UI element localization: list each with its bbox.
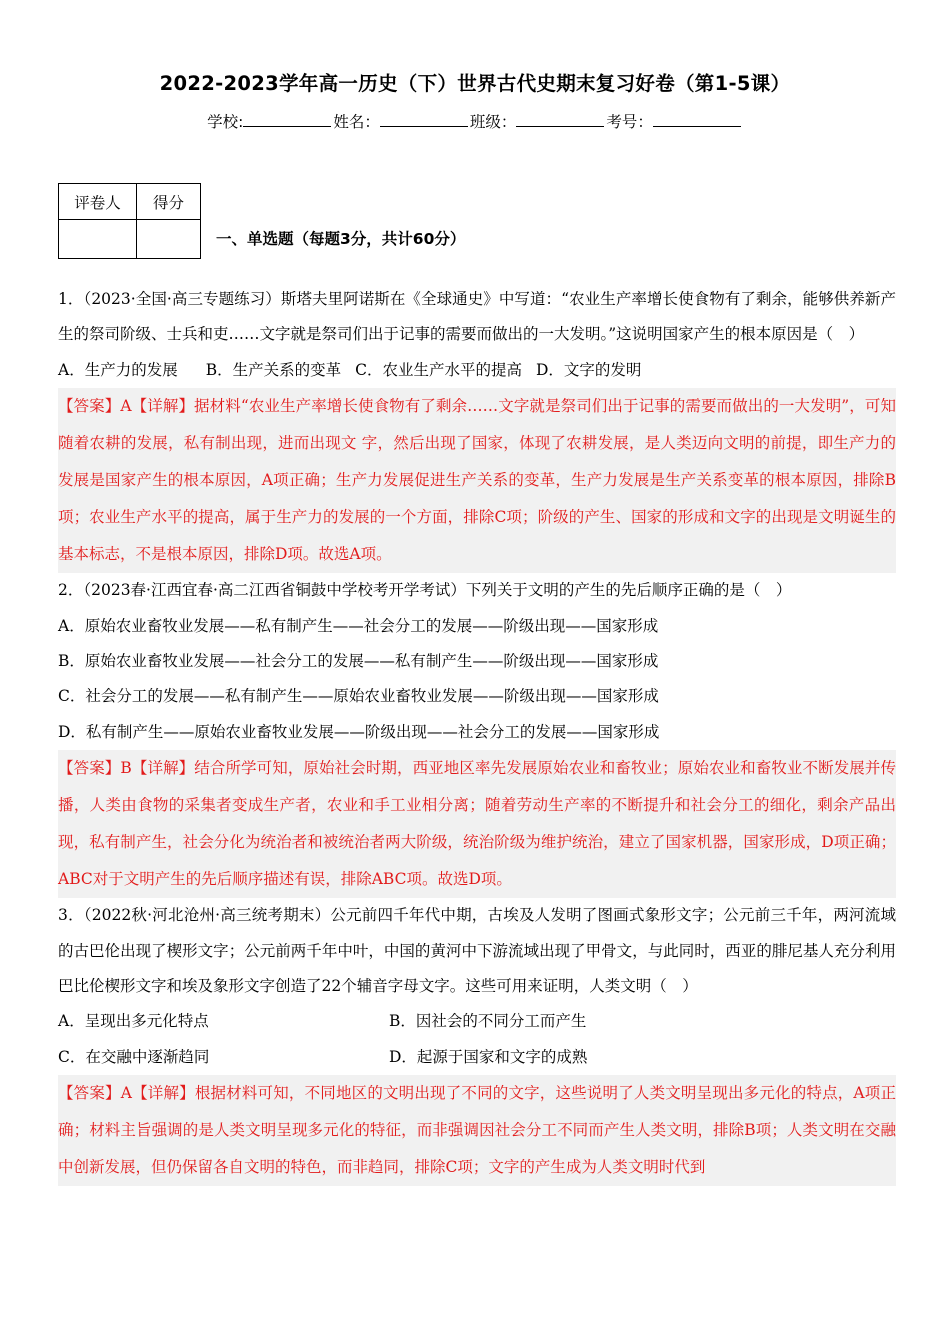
option-row: [58, 715, 896, 750]
score-header: 得分: [137, 184, 201, 220]
option-row: [58, 679, 896, 714]
option-a[interactable]: A．呈现出多元化特点: [58, 1012, 209, 1031]
option-b[interactable]: B．因社会的不同分工而产生: [389, 1012, 587, 1031]
option-b[interactable]: B．生产关系的变革: [205, 360, 342, 379]
name-blank[interactable]: [380, 112, 468, 127]
option-d[interactable]: D．私有制产生——原始农业畜牧业发展——阶级出现——社会分工的发展——国家形成: [58, 722, 660, 741]
school-blank[interactable]: [243, 112, 331, 127]
school-label: 学校:: [207, 113, 244, 131]
score-cell[interactable]: [137, 220, 201, 259]
answer-clip: [58, 1075, 896, 1201]
section-title: 一、单选题（每题3分，共计60分）: [216, 230, 466, 248]
option-b[interactable]: B．原始农业畜牧业发展——社会分工的发展——私有制产生——阶级出现——国家形成: [58, 652, 659, 671]
class-blank[interactable]: [516, 112, 604, 127]
name-label: 姓名：: [333, 113, 380, 131]
answer-explanation: 【答案】A【详解】据材料“农业生产率增长使食物有了剩余……文字就是祭司们出于记事的需要而做出的一大发明”，可知随着农耕的发展，私有制出现，进而出现文 字，然后出现了国家，体现了农耕发展，是人类迈向文明的前提，即生产力的发展是国家产生的根本原因，A项正确；生产力发展促进生产关系的变革，生产力发展是生产关系变革的根本原因，排除B项；农业生产水平的提高，属于生产力的发展的一个方面，排除C项；阶级的产生、国家的形成和文字的出现是文明诞生的基本标志，不是根本原因，排除D项。故选A项。: [58, 388, 896, 573]
option-row: [58, 609, 896, 644]
option-a[interactable]: A．原始农业畜牧业发展——私有制产生——社会分工的发展——阶级出现——国家形成: [58, 616, 659, 635]
question-stem: 3．（2022秋·河北沧州·高三统考期末）公元前四千年代中期，古埃及人发明了图画式象形文字；公元前三千年，两河流域的古巴伦出现了楔形文字；公元前两千年中叶，中国的黄河中下游流域出现了甲骨文，与此同时，西亚的腓尼基人充分利用巴比伦楔形文字和埃及象形文字创造了22个辅音字母文字。这些可用来证明，人类文明（ ）: [58, 906, 896, 996]
question-stem: 2．（2023春·江西宜春·高二江西省铜鼓中学校考开学考试）下列关于文明的产生的先后顺序正确的是（ ）: [58, 581, 792, 600]
option-row: [58, 1040, 896, 1075]
class-label: 班级：: [469, 113, 517, 131]
question-stem: 1．（2023·全国·高三专题练习）斯塔夫里阿诺斯在《全球通史》中写道：“农业生产率增长使食物有了剩余，能够供养新产生的祭司阶级、士兵和吏……文字就是祭司们出于记事的需要而做出的一大发明。”这说明国家产生的根本原因是（ ）: [58, 290, 896, 344]
option-d[interactable]: D．起源于国家和文字的成熟: [389, 1047, 588, 1066]
exam-title: 2022-2023学年高一历史（下）世界古代史期末复习好卷（第1-5课）: [159, 72, 791, 95]
answer-explanation: 【答案】A【详解】根据材料可知，不同地区的文明出现了不同的文字，这些说明了人类文明呈现出多元化的特点，A项正确；材料主旨强调的是人类文明呈现多元化的特征，而非强调因社会分工不同而产生人类文明，排除B项；人类文明在交融中创新发展，但仍保留各自文明的特色，而非趋同，排除C项；文字的产生成为人类文明时代到: [58, 1075, 896, 1186]
option-c[interactable]: C．在交融中逐渐趋同: [58, 1047, 210, 1066]
option-row: [58, 644, 896, 679]
number-label: 考号：: [606, 113, 653, 131]
option-c[interactable]: C．社会分工的发展——私有制产生——原始农业畜牧业发展——阶级出现——国家形成: [58, 687, 659, 706]
option-a[interactable]: A．生产力的发展: [58, 360, 178, 379]
student-info-line: [0, 110, 950, 132]
option-row: [58, 1004, 896, 1039]
answer-explanation: 【答案】B【详解】结合所学可知，原始社会时期，西亚地区率先发展原始农业和畜牧业；原始农业和畜牧业不断发展并传播，人类由食物的采集者变成生产者，农业和手工业相分离；随着劳动生产率的不断提升和社会分工的细化，剩余产品出现，私有制产生，社会分化为统治者和被统治者两大阶级，统治阶级为维护统治，建立了国家机器，国家形成，D项正确；ABC对于文明产生的先后顺序描述有误，排除ABC项。故选D项。: [58, 750, 896, 898]
grader-header: 评卷人: [59, 184, 137, 220]
option-c[interactable]: C．农业生产水平的提高: [355, 360, 522, 379]
number-blank[interactable]: [653, 112, 741, 127]
question-list: [58, 282, 896, 1201]
option-d[interactable]: D．文字的发明: [535, 360, 642, 379]
grader-cell[interactable]: [59, 220, 137, 259]
score-table: [58, 183, 201, 259]
option-row: [58, 353, 896, 388]
